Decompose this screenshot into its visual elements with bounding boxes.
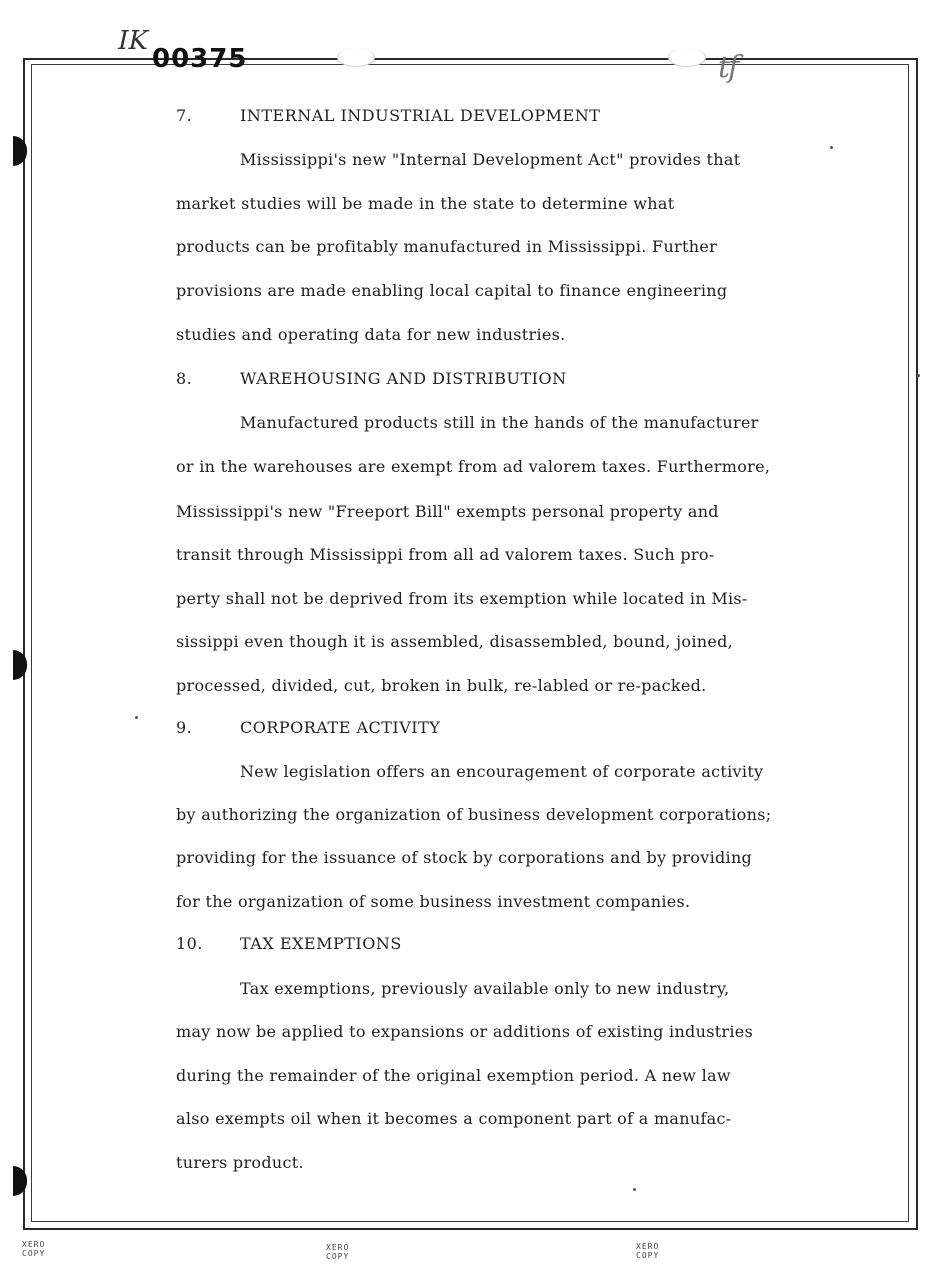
section-heading [176, 369, 567, 388]
document-number: 00375 [152, 44, 248, 74]
section-number: 9. [176, 718, 193, 737]
stamp-line: COPY [326, 1252, 350, 1261]
scan-speck [135, 716, 138, 719]
paragraph-line: market studies will be made in the state to determine what [176, 194, 675, 213]
paragraph-line: processed, divided, cut, broken in bulk, re-labled or re-packed. [176, 676, 707, 695]
section-number: 10. [176, 934, 203, 953]
stamp-line: XERO [636, 1242, 660, 1251]
paragraph-line: may now be applied to expansions or additions of existing industries [176, 1022, 754, 1041]
paragraph-line: by authorizing the organization of business development corporations; [176, 805, 772, 824]
xero-copy-stamp-left [22, 1240, 45, 1258]
section-title: TAX EXEMPTIONS [240, 934, 402, 953]
paragraph-line: for the organization of some business investment companies. [176, 892, 691, 911]
paragraph-line: products can be profitably manufactured in Mississippi. Further [176, 237, 718, 256]
paragraph-line: also exempts oil when it becomes a component part of a manufac- [176, 1109, 732, 1128]
paragraph-line: sissippi even though it is assembled, disassembled, bound, joined, [176, 632, 734, 651]
paragraph-line: studies and operating data for new industries. [176, 325, 566, 344]
paragraph-line: providing for the issuance of stock by corporations and by providing [176, 848, 753, 867]
paragraph-line: turers product. [176, 1153, 304, 1172]
stamp-line: XERO [22, 1240, 46, 1249]
paragraph-line: Manufactured products still in the hands of the manufacturer [240, 413, 759, 432]
stamp-line: COPY [22, 1249, 46, 1258]
paragraph-line: transit through Mississippi from all ad valorem taxes. Such pro- [176, 545, 715, 564]
section-number: 7. [176, 106, 193, 125]
scan-speck [830, 146, 833, 149]
section-title: INTERNAL INDUSTRIAL DEVELOPMENT [240, 106, 601, 125]
scan-speck [917, 374, 920, 377]
section-heading [176, 718, 440, 737]
paragraph-line: perty shall not be deprived from its exemption while located in Mis- [176, 589, 748, 608]
paragraph-line: Mississippi's new "Internal Development Act" provides that [240, 150, 741, 169]
handwritten-mark: IK [114, 26, 151, 56]
stamp-line: COPY [636, 1251, 660, 1260]
xero-copy-stamp-right [636, 1242, 659, 1260]
paragraph-line: or in the warehouses are exempt from ad valorem taxes. Furthermore, [176, 457, 771, 476]
handwritten-initials: tf [718, 50, 738, 85]
paragraph-line: during the remainder of the original exemption period. A new law [176, 1066, 731, 1085]
paragraph-line: Tax exemptions, previously available only to new industry, [240, 979, 730, 998]
paragraph-line: Mississippi's new "Freeport Bill" exempts personal property and [176, 502, 719, 521]
paragraph-line: New legislation offers an encouragement of corporate activity [240, 762, 764, 781]
section-number: 8. [176, 369, 193, 388]
xero-copy-stamp-middle [326, 1243, 349, 1261]
scan-speck [633, 1188, 636, 1191]
section-heading [176, 106, 600, 125]
binder-notch-left [337, 48, 375, 67]
stamp-line: XERO [326, 1243, 350, 1252]
section-title: CORPORATE ACTIVITY [240, 718, 441, 737]
section-title: WAREHOUSING AND DISTRIBUTION [240, 369, 567, 388]
section-heading [176, 934, 402, 953]
paragraph-line: provisions are made enabling local capital to finance engineering [176, 281, 728, 300]
binder-notch-right [668, 48, 706, 67]
